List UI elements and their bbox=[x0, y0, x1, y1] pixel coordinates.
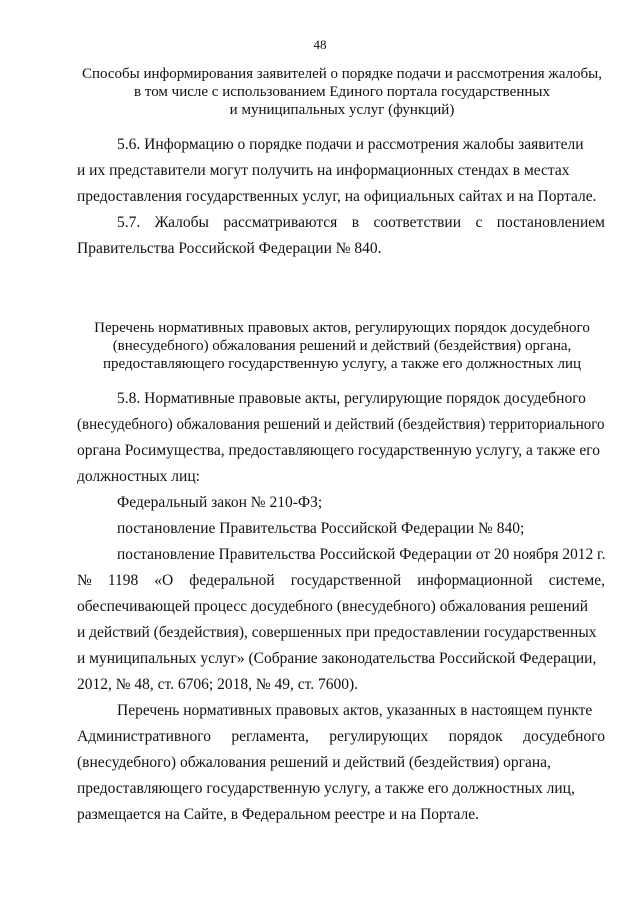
law-item-2: постановление Правительства Российской Федерации № 840; bbox=[117, 520, 525, 537]
final-word: регламента, bbox=[231, 728, 309, 745]
p57-word: Жалобы bbox=[154, 214, 209, 231]
p57-line2: Правительства Российской Федерации № 840. bbox=[77, 240, 382, 257]
p58-line4: должностных лиц: bbox=[77, 468, 200, 485]
p57-word: в bbox=[351, 214, 360, 231]
law3-line3: обеспечивающей процесс досудебного (внесудебного) обжалования решений bbox=[77, 598, 589, 615]
law3-word: системе, bbox=[548, 572, 605, 589]
law3-line6: 2012, № 48, ст. 6706; 2018, № 49, ст. 7600). bbox=[77, 676, 359, 693]
page-number: 48 bbox=[313, 37, 327, 52]
final-word: порядок bbox=[448, 728, 503, 745]
section2-heading-line1: Перечень нормативных правовых актов, регулирующих порядок досудебного bbox=[94, 320, 590, 336]
final-line2 bbox=[77, 728, 605, 746]
p56-line2: и их представители могут получить на информационных стендах в местах bbox=[77, 162, 570, 179]
law3-word: «О bbox=[154, 572, 174, 589]
p57-word: с bbox=[475, 214, 483, 231]
law3-word: государственной bbox=[290, 572, 402, 589]
final-line5: размещается на Сайте, в Федеральном реестре и на Портале. bbox=[77, 806, 480, 823]
p57-word: рассматриваются bbox=[223, 214, 338, 231]
law3-line1: постановление Правительства Российской Федерации от 20 ноября 2012 г. bbox=[117, 546, 606, 563]
law3-line5: и муниципальных услуг» (Собрание законодательства Российской Федерации, bbox=[77, 650, 597, 667]
section1-heading-line1: Способы информирования заявителей о порядке подачи и рассмотрения жалобы, bbox=[81, 66, 603, 82]
law3-word: 1198 bbox=[107, 572, 139, 589]
p57-word: постановлением bbox=[496, 214, 605, 231]
section1-heading-line2: в том числе с использованием Единого портала государственных bbox=[134, 84, 550, 100]
p56-line1: 5.6. Информацию о порядке подачи и рассмотрения жалобы заявители bbox=[117, 136, 584, 153]
law-item-1: Федеральный закон № 210-ФЗ; bbox=[117, 494, 323, 511]
p58-line3: органа Росимущества, предоставляющего государственную услугу, а также его bbox=[77, 442, 600, 459]
final-line4: предоставляющего государственную услугу, а также его должностных лиц, bbox=[77, 780, 575, 797]
law3-word: федеральной bbox=[189, 572, 275, 589]
p57-word: соответствии bbox=[373, 214, 462, 231]
law3-line2 bbox=[77, 572, 605, 590]
section2-heading-line2: (внесудебного) обжалования решений и действий (бездействия) органа, bbox=[112, 338, 572, 354]
final-word: Административного bbox=[77, 728, 211, 745]
section1-heading-line3: и муниципальных услуг (функций) bbox=[229, 102, 455, 118]
p56-line3: предоставления государственных услуг, на официальных сайтах и на Портале. bbox=[77, 188, 597, 205]
p58-line1: 5.8. Нормативные правовые акты, регулирующие порядок досудебного bbox=[117, 390, 586, 407]
law3-word: информационной bbox=[417, 572, 533, 589]
final-line1: Перечень нормативных правовых актов, указанных в настоящем пункте bbox=[117, 702, 593, 719]
p58-line2: (внесудебного) обжалования решений и действий (бездействия) территориального bbox=[77, 416, 605, 433]
law3-word: № bbox=[77, 572, 92, 589]
p57-line1 bbox=[117, 214, 605, 232]
law3-line4: и действий (бездействия), совершенных при предоставлении государственных bbox=[77, 624, 597, 641]
section2-heading-line3: предоставляющего государственную услугу, а также его должностных лиц bbox=[102, 356, 582, 372]
final-line3: (внесудебного) обжалования решений и действий (бездействия) органа, bbox=[77, 754, 551, 771]
p57-word: 5.7. bbox=[117, 214, 141, 231]
final-word: регулирующих bbox=[329, 728, 429, 745]
final-word: досудебного bbox=[523, 728, 605, 745]
